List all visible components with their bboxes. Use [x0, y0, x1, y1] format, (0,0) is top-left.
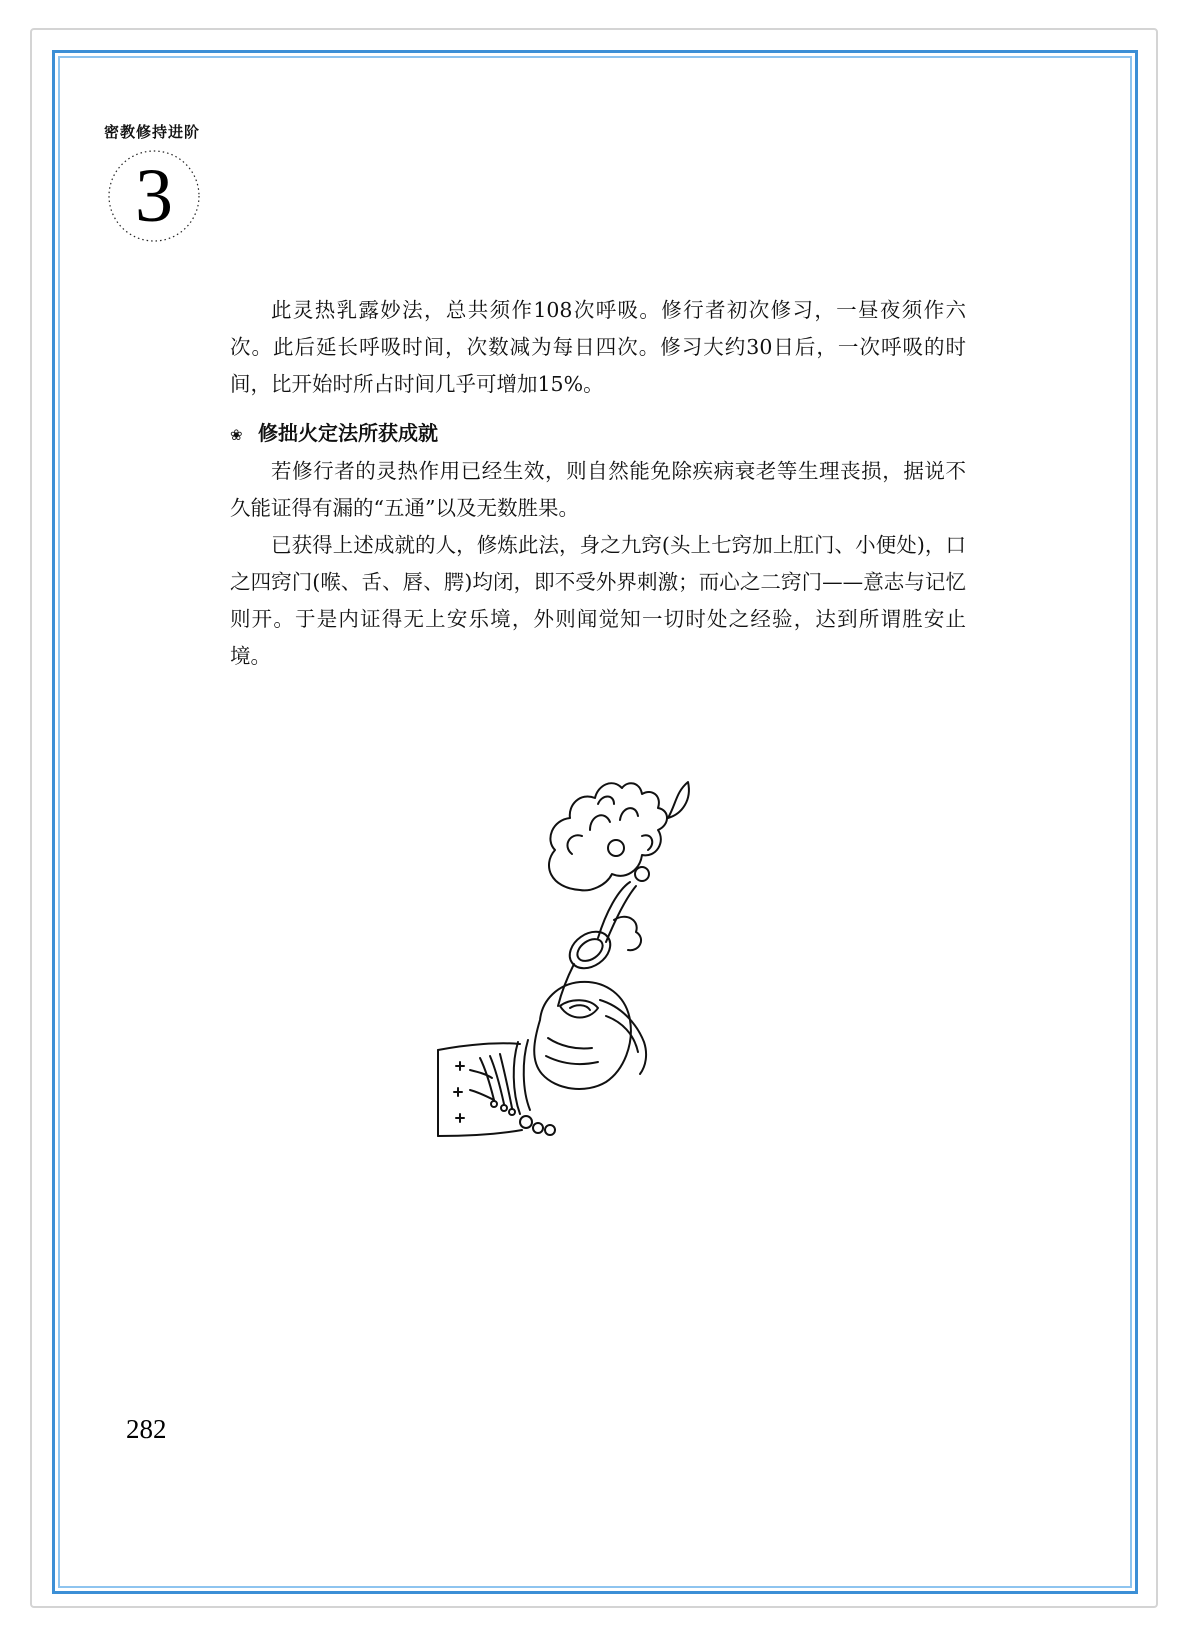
paragraph-1 — [230, 292, 966, 403]
chapter-number: 3 — [135, 154, 173, 238]
flower-bullet-icon: ❀ — [230, 425, 243, 444]
chapter-badge — [106, 148, 202, 244]
section-heading — [230, 418, 438, 450]
paragraph-2-text: 若修行者的灵热作用已经生效，则自然能免除疾病衰老等生理丧损，据说不久能证得有漏的“五通”以及无数胜果。 — [230, 459, 966, 520]
page-number: 282 — [126, 1414, 167, 1444]
flaming-hand-illustration — [430, 770, 720, 1150]
paragraph-3 — [230, 527, 966, 675]
paragraph-1-text: 此灵热乳露妙法，总共须作108次呼吸。修行者初次修习，一昼夜须作六次。此后延长呼吸时间，次数减为每日四次。修习大约30日后，一次呼吸的时间，比开始时所占时间几乎可增加15%。 — [230, 298, 966, 396]
section-heading-text: 修拙火定法所获成就 — [258, 421, 438, 445]
paragraph-3-text: 已获得上述成就的人，修炼此法，身之九窍(头上七窍加上肛门、小便处)，口之四窍门(喉、舌、唇、腭)均闭，即不受外界刺激；而心之二窍门——意志与记忆则开。于是内证得无上安乐境，外则闻觉知一切时处之经验，达到所谓胜安止境。 — [230, 533, 966, 668]
flaming-hand-icon — [430, 770, 720, 1150]
paragraph-2 — [230, 453, 966, 527]
running-header: 密教修持进阶 — [104, 123, 201, 141]
